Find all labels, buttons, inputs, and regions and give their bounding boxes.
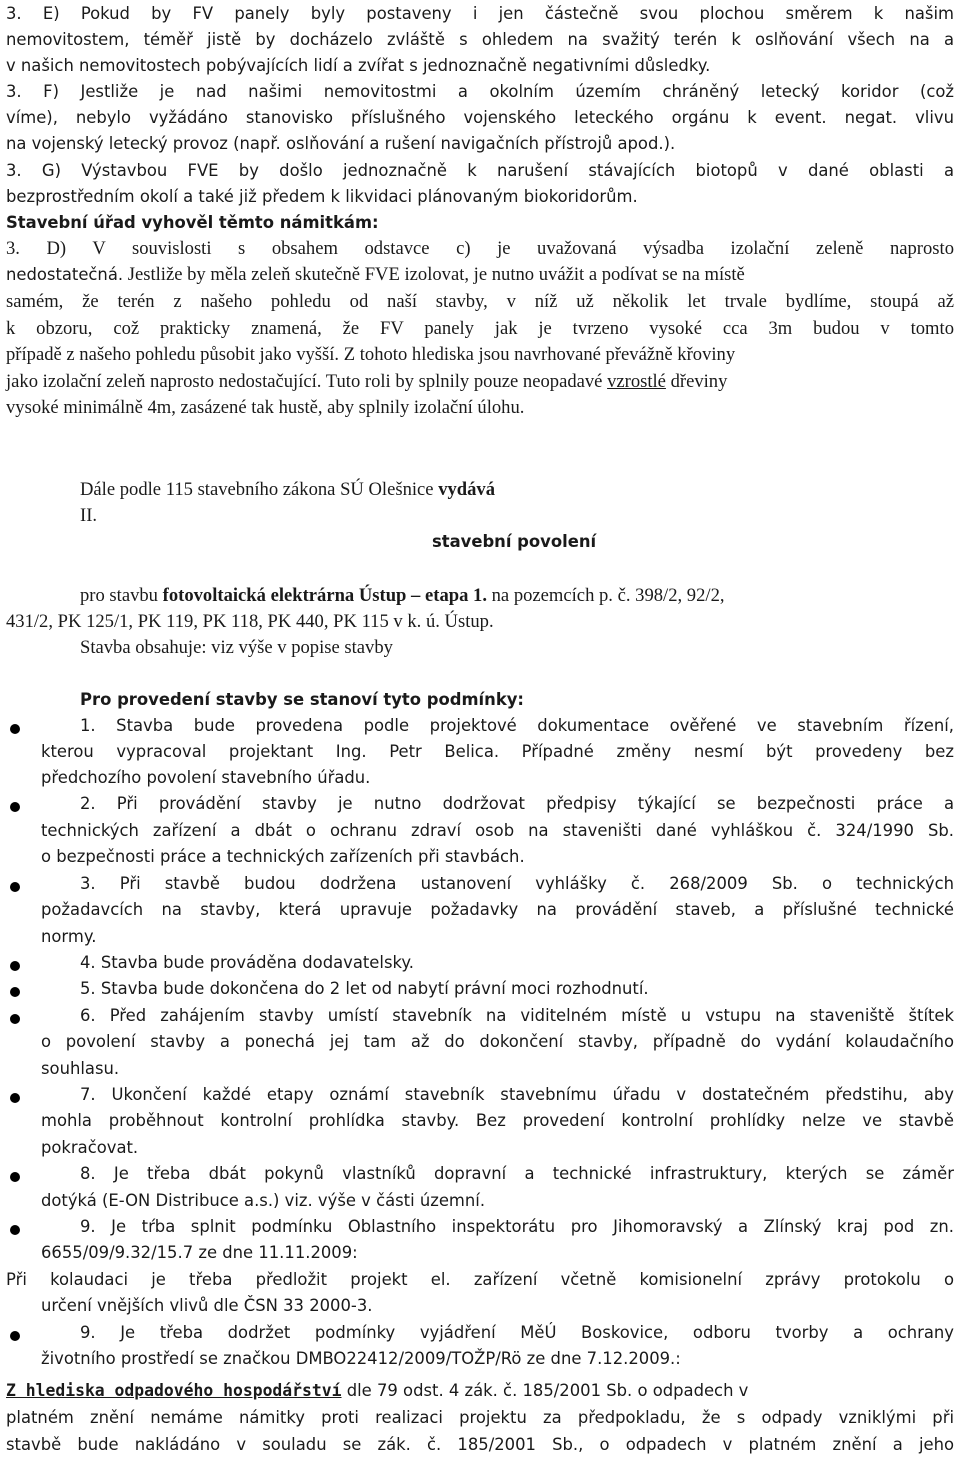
bullet-icon [10, 1225, 20, 1235]
text-line: normy. [41, 927, 97, 946]
bullet-icon [10, 961, 20, 971]
text-line: v našich nemovitostech pobývajících lidí a zvířat s jednoznačně negativními důsledky. [6, 56, 711, 75]
text-line [6, 373, 727, 392]
text-line: technických zařízení a dbát o ochranu zdraví osob na staveništi dané vyhláškou č. 324/1990 Sb. [41, 821, 954, 840]
bullet-icon [10, 724, 20, 734]
conditions-heading: Pro provedení stavby se stanoví tyto podmínky: [80, 690, 524, 709]
text-fragment: jako izolační zeleň naprosto nedostačující. [6, 371, 322, 392]
text-line: bezprostředním okolí a také již předem k likvidaci plánovaným biokoridorům. [6, 187, 638, 206]
text-line: požadavcích na stavby, která upravuje požadavky na provádění staveb, a příslušné technické [41, 900, 954, 919]
bullet-icon [10, 1172, 20, 1182]
text-line: mohla proběhnout kontrolní prohlídka stavby. Bez provedení kontrolní prohlídky nelze ve stavbě [41, 1111, 954, 1130]
text-line: 3. F) Jestliže je nad našimi nemovitostmi a okolním územím chráněný letecký koridor (což [6, 82, 954, 101]
decision-intro [80, 481, 495, 500]
text-line: 1. Stavba bude provedena podle projektové dokumentace ověřené ve stavebním řízení, [80, 716, 954, 735]
text-line: pokračovat. [41, 1138, 139, 1157]
text-fragment: případě z našeho pohledu působit jako vyšší. [6, 344, 340, 365]
text-line: 9. Je třeba dodržet podmínky vyjádření MěÚ Boskovice, odboru tvorby a ochrany [80, 1323, 954, 1342]
text-line: o bezpečnosti práce a technických zařízeních při stavbách. [41, 847, 525, 866]
text-line: platném znění nemáme námitky proti realizaci projektu za předpokladu, že s odpady vzniklými při [6, 1408, 954, 1427]
text-line: 7. Ukončení každé etapy oznámí stavebník stavebnímu úřadu v dostatečném předstihu, aby [80, 1085, 954, 1104]
text-fragment: Z tohoto hlediska jsou navrhované převážně křoviny [339, 344, 736, 365]
text-fragment: Tuto roli by splnily pouze neopadavé [321, 371, 608, 392]
text-line: 6655/09/9.32/15.7 ze dne 11.11.2009: [41, 1243, 358, 1262]
text-line: Při kolaudaci je třeba předložit projekt el. zařízení včetně komisionelní zprávy protokolu o [6, 1270, 954, 1289]
text-line: předchozího povolení stavebního úřadu. [41, 768, 371, 787]
text-line: životního prostředí se značkou DMBO22412/2009/TOŽP/Rö ze dne 7.12.2009.: [41, 1349, 681, 1368]
text-line: 6. Před zahájením stavby umístí stavebník na viditelném místě u vstupu na staveniště štítek [80, 1006, 954, 1025]
upheld-heading: Stavební úřad vyhověl těmto námitkám: [6, 213, 379, 232]
text-fragment-underlined: vzrostlé [607, 371, 666, 392]
text-line: 5. Stavba bude dokončena do 2 let od nabytí právní moci rozhodnutí. [80, 979, 649, 998]
bullet-icon [10, 987, 20, 997]
text-line: samém, že terén z našeho pohledu od naší stavby, v níž už několik let trvale bydlíme, stoupá až [6, 291, 954, 312]
text-line: k obzoru, což prakticky znamená, že FV panely jak je tvrzeno vysoké cca 3m budou v tomto [6, 318, 954, 339]
text-line: 2. Při provádění stavby je nutno dodržovat předpisy týkající se bezpečnosti práce a [80, 794, 954, 813]
waste-heading: Z hlediska odpadového hospodářství [6, 1381, 342, 1400]
bullet-icon [10, 1331, 20, 1341]
text-line: souhlasu. [41, 1059, 120, 1078]
text-fragment: Dále podle [80, 479, 166, 500]
text-line: kterou vypracoval projektant Ing. Petr Belica. Případné změny nesmí být provedeny bez [41, 742, 954, 761]
text-line: stavbě bude nakládáno v souladu se zák. č. 185/2001 Sb., o odpadech v platném znění a jeho [6, 1435, 954, 1454]
contains-line: Stavba obsahuje: viz výše v popise stavby [80, 637, 393, 658]
project-line [80, 587, 725, 606]
bullet-icon [10, 1093, 20, 1103]
text-line [6, 346, 735, 365]
text-line: 3. G) Výstavbou FVE by došlo jednoznačně k narušení stávajících biotopů v dané oblasti a [6, 161, 954, 180]
bullet-icon [10, 802, 20, 812]
bullet-icon [10, 882, 20, 892]
text-fragment: dřeviny [665, 371, 728, 392]
text-fragment: dle 79 odst. 4 zák. č. 185/2001 Sb. o odpadech v [341, 1381, 749, 1400]
text-line: 3. D) V souvislosti s obsahem odstavce c) je uvažovaná výsadba izolační zeleně naprosto [6, 238, 954, 259]
text-line: 4. Stavba bude prováděna dodavatelsky. [80, 953, 414, 972]
text-line: o povolení stavby a ponechá jej tam až do dokončení stavby, případně do vydání kolaudačního [41, 1032, 954, 1051]
decision-title: stavební povolení [432, 532, 597, 551]
text-line: na vojenský letecký provoz (např. oslňování a rušení navigačních přístrojů apod.). [6, 134, 676, 153]
roman-numeral: II. [80, 505, 98, 526]
text-line [6, 266, 954, 285]
text-line: 3. Při stavbě budou dodržena ustanovení vyhlášky č. 268/2009 Sb. o technických [80, 874, 954, 893]
text-line: vysoké minimálně 4m, zasázené tak hustě, aby splnily izolační úlohu. [6, 397, 525, 418]
text-line: 8. Je třeba dbát pokynů vlastníků dopravní a technické infrastruktury, kterých se záměr [80, 1164, 954, 1183]
project-name: fotovoltaická elektrárna Ústup – etapa 1. [162, 585, 487, 606]
text-fragment: pro stavbu [80, 585, 163, 606]
text-line: určení vnějších vlivů dle ČSN 33 2000-3. [41, 1296, 373, 1315]
text-fragment: Jestliže by měla zeleň skutečně FVE izolovat, je nutno uvážit a podívat se na místě [123, 264, 745, 285]
text-line: dotýká (E-ON Distribuce a.s.) viz. výše v části územní. [41, 1191, 486, 1210]
text-fragment: 115 stavebního zákona SÚ Olešnice [165, 479, 439, 500]
text-line: víme), nebylo vyžádáno stanovisko příslušného vojenského leteckého orgánu k event. negat. vlivu [6, 108, 954, 127]
parcels-line: 431/2, PK 125/1, PK 119, PK 118, PK 440, PK 115 v k. ú. Ústup. [6, 611, 494, 632]
text-fragment: na pozemcích p. č. 398/2, 92/2, [486, 585, 725, 606]
text-line: nemovitostem, téměř jistě by docházelo zvláště s ohledem na svažitý terén k oslňování všech na a [6, 30, 954, 49]
text-line: 3. E) Pokud by FV panely byly postaveny i jen částečně svou plochou směrem k našim [6, 4, 954, 23]
bullet-icon [10, 1014, 20, 1024]
text-fragment: vydává [438, 479, 496, 500]
text-line [6, 1383, 954, 1399]
text-fragment: nedostatečná. [6, 265, 124, 284]
text-line: 9. Je tŕba splnit podmínku Oblastního inspektorátu pro Jihomoravský a Zlínský kraj pod zn. [80, 1217, 954, 1236]
